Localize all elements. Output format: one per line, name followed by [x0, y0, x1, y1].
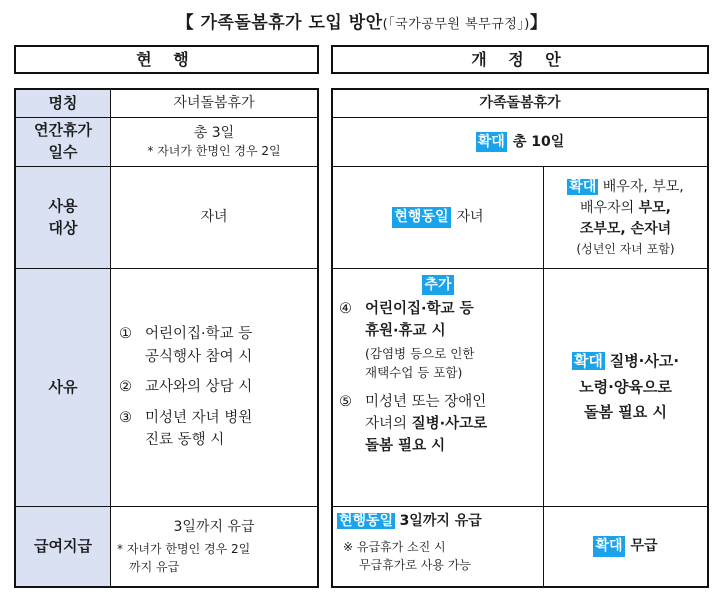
- reason-text: 어린이집·학교 등: [365, 301, 474, 318]
- revised-days-value: 총 10일: [512, 133, 565, 150]
- revised-table: [331, 88, 709, 588]
- row-header-days: [16, 117, 111, 166]
- revised-target-same: [333, 166, 544, 268]
- current-days: [111, 117, 317, 166]
- revised-pay-right-value: 무급: [630, 538, 658, 555]
- same-as-current-tag: 현행동일: [339, 513, 394, 529]
- target-text: 부모,: [638, 200, 671, 216]
- row-header-days-line1: 연간휴가: [34, 121, 92, 140]
- revised-target-left-value: 자녀: [456, 209, 484, 226]
- revised-pay-same: [333, 506, 544, 586]
- current-pay-note: 까지 유급: [129, 559, 180, 574]
- title-sub: (｢국가공무원 복무규정｣): [382, 17, 530, 32]
- same-as-current-tag: 현행동일: [392, 207, 450, 227]
- title-main: 【 가족돌봄휴가 도입 방안: [176, 13, 383, 33]
- row-header-reason: 사유: [16, 268, 111, 506]
- current-name: 자녀돌봄휴가: [173, 95, 255, 112]
- expand-tag: 확대: [593, 536, 624, 556]
- target-text: 조부모, 손자녀: [579, 221, 672, 237]
- row-header-days-line2: 일수: [48, 143, 78, 161]
- section-revised-header: 개 정 안: [331, 45, 709, 74]
- row-header-target-line2: 대상: [48, 218, 78, 237]
- expand-tag: 확대: [573, 352, 603, 371]
- revised-reasons-expanded: [544, 268, 707, 506]
- reason-number: ②: [119, 379, 132, 396]
- reason-note: 재택수업 등 포함): [365, 364, 463, 380]
- current-reason-item: [119, 323, 252, 368]
- added-tag: 추가: [422, 275, 453, 295]
- reason-number: ⑤: [339, 394, 352, 411]
- current-pay-note: * 자녀가 한명인 경우 2일: [117, 542, 251, 557]
- current-reasons: [111, 268, 317, 506]
- revised-reason-item: [333, 392, 543, 457]
- pay-note: ※ 유급휴가 소진 시: [343, 540, 446, 555]
- row-header-pay: 급여지급: [16, 506, 111, 586]
- reason-number: ④: [339, 301, 352, 318]
- revised-name: 가족돌봄휴가: [479, 95, 561, 112]
- current-target: 자녀: [111, 166, 317, 268]
- revised-reason-item: [333, 299, 543, 382]
- reason-number: ①: [119, 326, 132, 343]
- reason-text: 미성년 또는 장애인: [365, 394, 487, 411]
- section-current-header: 현 행: [14, 45, 319, 74]
- revised-pay-left-value: 3일까지 유급: [399, 513, 482, 529]
- reason-text: 교사와의 상담 시: [145, 379, 253, 396]
- target-text: 배우자, 부모,: [602, 179, 684, 195]
- revised-pay-expanded: [544, 506, 707, 586]
- reason-text: 자녀의: [365, 416, 412, 433]
- reason-text: 공식행사 참여 시: [145, 348, 253, 365]
- current-days-value: 총 3일: [193, 125, 235, 142]
- reason-text: 미성년 자녀 병원: [145, 409, 253, 426]
- pay-note: 무급휴가로 사용 가능: [359, 557, 471, 572]
- current-reason-item: [119, 376, 252, 398]
- expand-tag: 확대: [569, 179, 597, 195]
- reason-text: 어린이집·학교 등: [145, 326, 253, 343]
- current-pay: [111, 506, 317, 586]
- revised-days: [333, 117, 707, 166]
- target-text: 배우자의: [580, 200, 639, 216]
- current-table: [14, 88, 319, 588]
- reason-text: 진료 동행 시: [145, 432, 225, 449]
- reason-text: 돌봄 필요 시: [365, 437, 446, 454]
- row-header-target: [16, 166, 111, 268]
- reason-text: 질병·사고·: [609, 352, 680, 371]
- reason-number: ③: [119, 409, 132, 426]
- revised-target-expanded: [544, 166, 707, 268]
- reason-note: (감염병 등으로 인한: [365, 345, 475, 361]
- current-reason-item: [119, 407, 252, 452]
- reason-text: 돌봄 필요 시: [584, 403, 667, 422]
- revised-reasons-added: [333, 268, 544, 506]
- title-end: 】: [529, 13, 548, 33]
- expand-tag: 확대: [476, 132, 507, 152]
- row-header-target-line1: 사용: [48, 196, 78, 215]
- page-title: [0, 8, 724, 33]
- reason-text: 질병·사고로: [411, 416, 488, 433]
- current-days-note: * 자녀가 한명인 경우 2일: [147, 144, 281, 159]
- current-pay-value: 3일까지 유급: [173, 518, 255, 535]
- reason-text: 휴원·휴교 시: [365, 323, 446, 340]
- reason-text: 노령·양육으로: [579, 377, 672, 396]
- target-note: (성년인 자녀 포함): [576, 242, 675, 256]
- row-header-name: 명칭: [16, 90, 111, 117]
